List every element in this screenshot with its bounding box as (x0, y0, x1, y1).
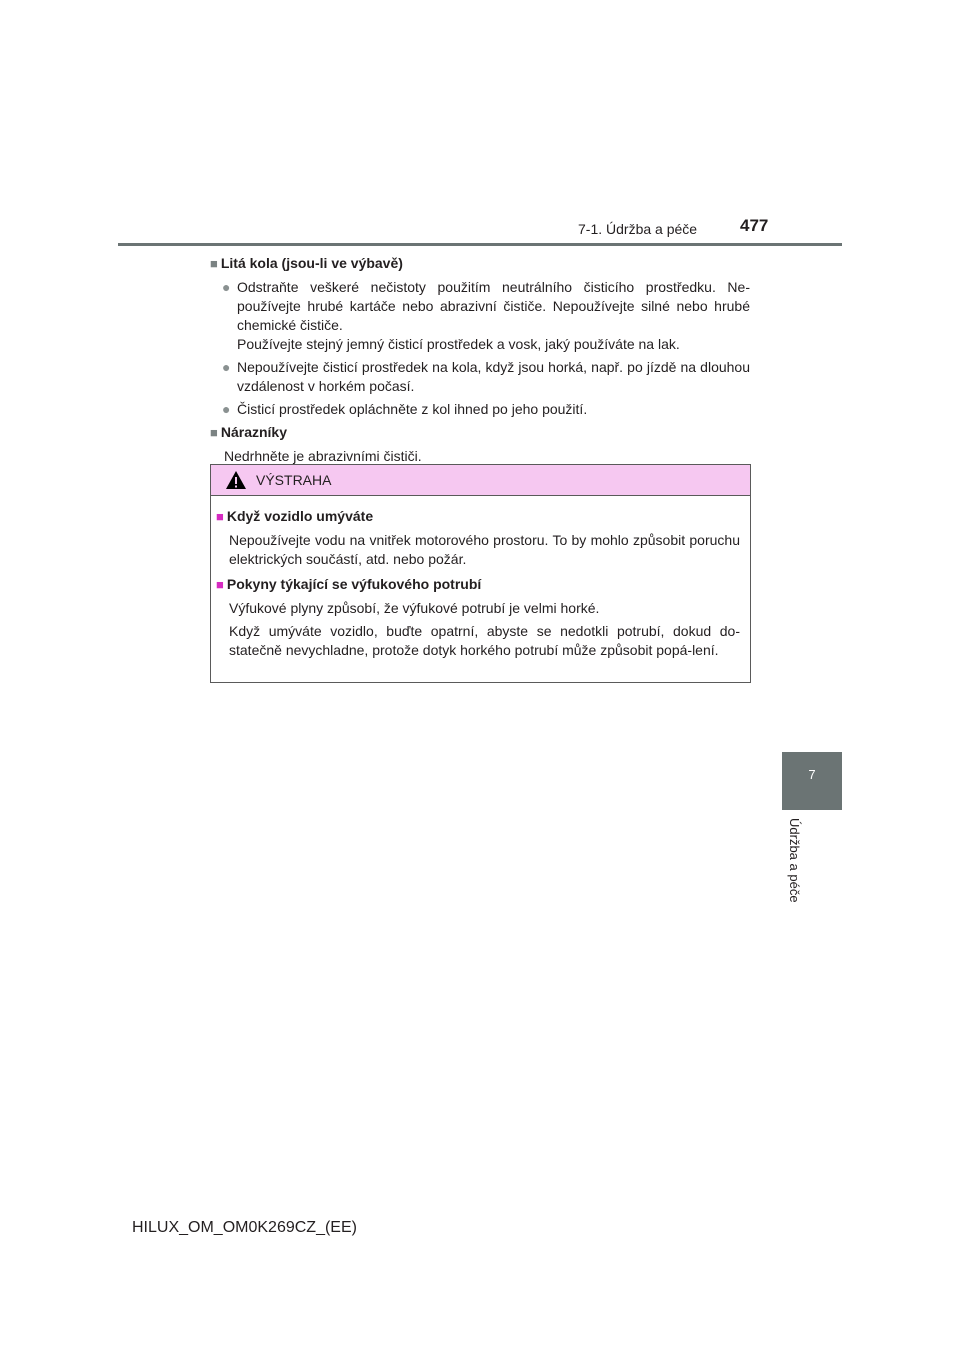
warning-header (211, 465, 750, 496)
header-rule (118, 243, 842, 246)
chapter-number: 7 (808, 767, 816, 782)
main-content (210, 254, 750, 471)
section-heading: ■ Litá kola (jsou-li ve výbavě) (210, 255, 403, 271)
warning-text: Výfukové plyny způsobí, že výfukové potrubí je velmi horké. (229, 600, 600, 616)
document-code: HILUX_OM_OM0K269CZ_(EE) (132, 1219, 357, 1236)
warning-text: Nepoužívejte vodu na vnitřek motorového prostoru. To by mohlo způsobit poruchu elektrických součástí, atd. nebo požár. (229, 532, 740, 567)
warning-item-heading: ■ Pokyny týkající se výfukového potrubí (216, 576, 482, 592)
warning-text: Když umýváte vozidlo, buďte opatrní, abyste se nedotkli potrubí, dokud do-statečně nevychladne, protože dotyk horkého potrubí může způsobit popá-lení. (229, 623, 740, 658)
list-item: ● Odstraňte veškeré nečistoty použitím neutrálního čisticího prostředku. Ne-používejte hrubé kartáče nebo abrazivní čističe. Nepoužívejte silné nebo hrubé chemické čističe. Používejte stejný jemný čisticí prostředek a vosk, jaký používáte na lak. (222, 279, 750, 352)
section-heading: ■ Nárazníky (210, 424, 288, 440)
warning-body (216, 507, 740, 664)
circle-bullet-icon: ● (222, 401, 231, 417)
chapter-tab[interactable] (782, 752, 842, 810)
warning-icon (225, 470, 247, 490)
page-number: 477 (740, 216, 769, 235)
chapter-label: Údržba a péče (787, 818, 802, 903)
square-bullet-icon: ■ (216, 509, 224, 524)
square-bullet-icon: ■ (210, 256, 218, 271)
list-item: ● Nepoužívejte čisticí prostředek na kola, když jsou horká, např. po jízdě na dlouhou vzdálenost v horkém počasí. (222, 359, 750, 394)
circle-bullet-icon: ● (222, 359, 231, 375)
warning-box (210, 464, 751, 683)
list-item: ● Čisticí prostředek opláchněte z kol ihned po jeho použití. (222, 401, 588, 417)
square-bullet-icon: ■ (210, 425, 218, 440)
square-bullet-icon: ■ (216, 577, 224, 592)
circle-bullet-icon: ● (222, 279, 231, 295)
warning-item-heading: ■ Když vozidlo umýváte (216, 508, 374, 524)
section-title: 7-1. Údržba a péče (578, 221, 698, 237)
body-text: Nedrhněte je abrazivními čističi. (224, 448, 422, 464)
warning-title: VÝSTRAHA (256, 472, 332, 488)
